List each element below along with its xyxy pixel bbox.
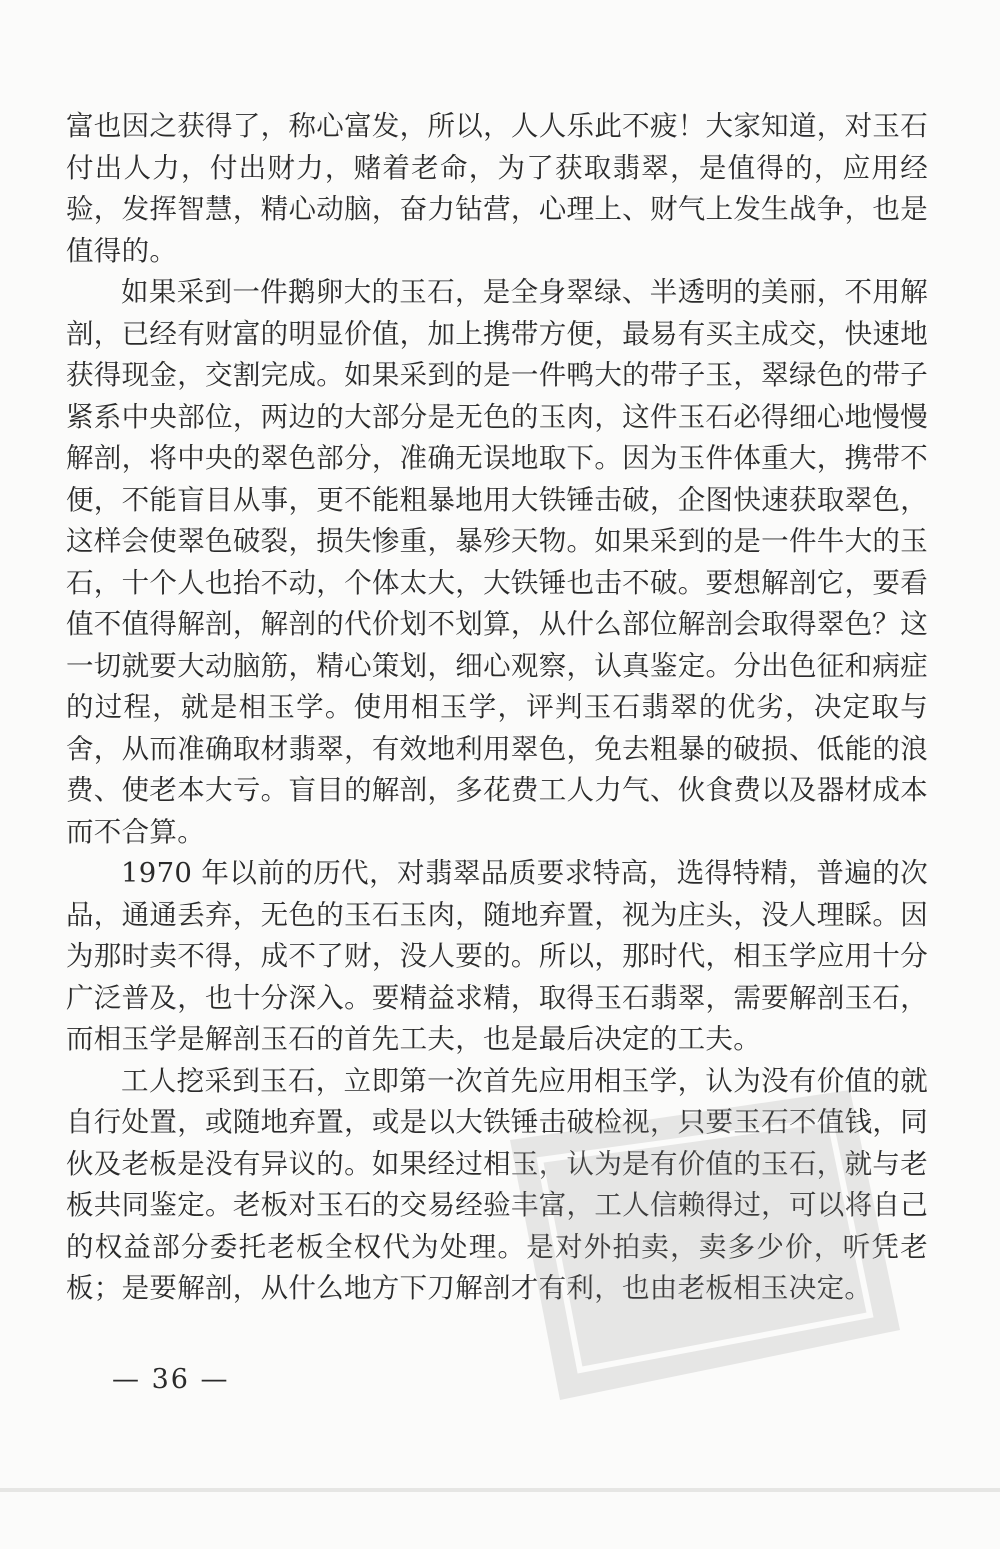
paragraph-1: 富也因之获得了，称心富发，所以，人人乐此不疲！大家知道，对玉石付出人力，付出财力，赌着老命，为了获取翡翠，是值得的，应用经验，发挥智慧，精心动脑，奋力钻营，心理上、财气上发生战争，也是值得的。 [66, 110, 928, 267]
page-bottom-edge [0, 1488, 1000, 1492]
paragraph-2: 如果采到一件鹅卵大的玉石，是全身翠绿、半透明的美丽，不用解剖，已经有财富的明显价值，加上携带方便，最易有买主成交，快速地获得现金，交割完成。如果采到的是一件鸭大的带子玉，翠绿色的带子紧系中央部位，两边的大部分是无色的玉肉，这件玉石必得细心地慢慢解剖，将中央的翠色部分，准确无误地取下。因为玉件体重大，携带不便，不能盲目从事，更不能粗暴地用大铁锤击破，企图快速获取翠色，这样会使翠色破裂，损失惨重，暴殄天物。如果采到的是一件牛大的玉石，十个人也抬不动，个体太大，大铁锤也击不破。要想解剖它，要看值不值得解剖，解剖的代价划不划算，从什么部位解剖会取得翠色？这一切就要大动脑筋，精心策划，细心观察，认真鉴定。分出色征和病症的过程，就是相玉学。使用相玉学，评判玉石翡翠的优劣，决定取与舍，从而准确取材翡翠，有效地利用翠色，免去粗暴的破损、低能的浪费、使老本大亏。盲目的解剖，多花费工人力气、伙食费以及器材成本而不合算。 [66, 276, 928, 848]
page-number: — 36 — [112, 1364, 230, 1395]
paragraph-4: 工人挖采到玉石，立即第一次首先应用相玉学，认为没有价值的就自行处置，或随地弃置，或是以大铁锤击破检视，只要玉石不值钱，同伙及老板是没有异议的。如果经过相玉，认为是有价值的玉石，就与老板共同鉴定。老板对玉石的交易经验丰富，工人信赖得过，可以将自己的权益部分委托老板全权代为处理。是对外拍卖，卖多少价，听凭老板；是要解剖，从什么地方下刀解剖才有利，也由老板相玉决定。 [66, 1064, 928, 1304]
paragraph-3: 1970 年以前的历代，对翡翠品质要求特高，选得特精，普遍的次品，通通丢弃，无色的玉石玉肉，随地弃置，视为庄头，没人理睬。因为那时卖不得，成不了财，没人要的。所以，那时代，相玉学应用十分广泛普及，也十分深入。要精益求精，取得玉石翡翠，需要解剖玉石，而相玉学是解剖玉石的首先工夫，也是最后决定的工夫。 [66, 857, 928, 1055]
body-text [66, 106, 928, 1310]
